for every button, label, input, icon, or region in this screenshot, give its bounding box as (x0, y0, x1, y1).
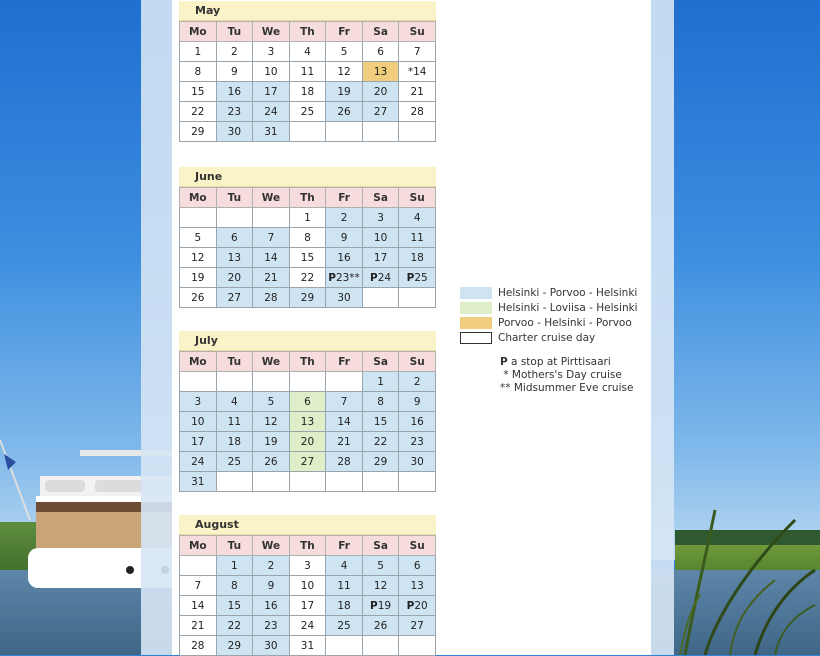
day-cell (216, 208, 253, 228)
week-row (180, 616, 436, 636)
day-cell: *14 (399, 62, 436, 82)
day-cell: 17 (253, 82, 290, 102)
day-cell: 18 (289, 82, 326, 102)
month-title: June (179, 167, 436, 187)
day-cell: 26 (326, 102, 363, 122)
weekday-header: We (253, 536, 290, 556)
week-row (180, 432, 436, 452)
day-cell: 15 (180, 82, 217, 102)
weekday-header: Tu (216, 352, 253, 372)
day-cell: 4 (399, 208, 436, 228)
week-row (180, 208, 436, 228)
day-cell: 5 (180, 228, 217, 248)
notes (500, 356, 633, 395)
day-cell: 11 (289, 62, 326, 82)
legend-swatch (460, 302, 492, 314)
day-cell: 22 (216, 616, 253, 636)
weekday-header: Th (289, 188, 326, 208)
day-cell: 16 (326, 248, 363, 268)
day-cell: 4 (289, 42, 326, 62)
weekday-header: We (253, 22, 290, 42)
day-cell (399, 288, 436, 308)
weekday-header: Su (399, 352, 436, 372)
day-cell (362, 636, 399, 656)
day-cell: 29 (289, 288, 326, 308)
footnote-text: a stop at Pirttisaari (507, 356, 611, 368)
day-cell: 9 (216, 62, 253, 82)
day-cell: 12 (180, 248, 217, 268)
day-cell (253, 472, 290, 492)
day-cell: 30 (253, 636, 290, 656)
day-cell (326, 636, 363, 656)
day-cell: 10 (180, 412, 217, 432)
day-cell: 15 (362, 412, 399, 432)
legend-swatch (460, 317, 492, 329)
legend-swatch (460, 332, 492, 344)
day-cell: 14 (326, 412, 363, 432)
week-row (180, 372, 436, 392)
day-cell: 28 (180, 636, 217, 656)
day-cell: 10 (362, 228, 399, 248)
weekday-header-row (180, 352, 436, 372)
day-cell: 24 (253, 102, 290, 122)
weekday-header: Fr (326, 22, 363, 42)
day-cell: 23 (216, 102, 253, 122)
footnote (500, 356, 633, 369)
weekday-header: Su (399, 22, 436, 42)
calendar-table (179, 535, 436, 656)
day-cell: 8 (362, 392, 399, 412)
weekday-header: Tu (216, 536, 253, 556)
day-cell: 20 (216, 268, 253, 288)
weekday-header: Tu (216, 188, 253, 208)
day-cell: 7 (326, 392, 363, 412)
day-cell: 16 (399, 412, 436, 432)
day-cell: 31 (289, 636, 326, 656)
legend-label: Porvoo - Helsinki - Porvoo (498, 316, 632, 329)
weekday-header: Su (399, 536, 436, 556)
weekday-header: Tu (216, 22, 253, 42)
day-cell: 29 (362, 452, 399, 472)
day-cell: 13 (362, 62, 399, 82)
weekday-header: Su (399, 188, 436, 208)
day-cell: 26 (180, 288, 217, 308)
week-row (180, 576, 436, 596)
day-cell: 10 (289, 576, 326, 596)
day-cell: 1 (180, 42, 217, 62)
day-cell (216, 372, 253, 392)
day-cell: 6 (216, 228, 253, 248)
day-cell: 31 (180, 472, 217, 492)
month-may (179, 1, 436, 142)
day-cell: 2 (253, 556, 290, 576)
day-cell: 22 (289, 268, 326, 288)
calendar-table (179, 187, 436, 308)
footnote-prefix: P (500, 356, 508, 368)
day-cell: 6 (399, 556, 436, 576)
legend-item (460, 285, 660, 300)
day-cell: 1 (216, 556, 253, 576)
day-cell: 17 (362, 248, 399, 268)
week-row (180, 392, 436, 412)
day-cell: 30 (216, 122, 253, 142)
day-cell: 29 (216, 636, 253, 656)
day-cell: 13 (399, 576, 436, 596)
day-cell (216, 472, 253, 492)
day-cell: 13 (289, 412, 326, 432)
month-june (179, 167, 436, 308)
legend-label: Helsinki - Loviisa - Helsinki (498, 301, 638, 314)
day-cell (289, 372, 326, 392)
weekday-header: Mo (180, 352, 217, 372)
week-row (180, 556, 436, 576)
day-cell: 7 (180, 576, 217, 596)
day-cell: 16 (253, 596, 290, 616)
day-cell: 10 (253, 62, 290, 82)
day-cell: 24 (180, 452, 217, 472)
day-cell: 9 (399, 392, 436, 412)
day-cell: 30 (399, 452, 436, 472)
week-row (180, 412, 436, 432)
legend (460, 285, 660, 345)
day-cell: 18 (216, 432, 253, 452)
weekday-header-row (180, 536, 436, 556)
day-cell: 25 (326, 616, 363, 636)
reeds-image (675, 500, 820, 655)
day-cell: 5 (362, 556, 399, 576)
week-row (180, 288, 436, 308)
weekday-header: Th (289, 22, 326, 42)
day-cell (289, 472, 326, 492)
day-cell: 11 (216, 412, 253, 432)
day-cell: 8 (289, 228, 326, 248)
calendar-table (179, 21, 436, 142)
day-cell (326, 122, 363, 142)
day-cell: 7 (253, 228, 290, 248)
day-cell: 1 (362, 372, 399, 392)
month-july (179, 331, 436, 492)
day-cell: 31 (253, 122, 290, 142)
day-cell: 27 (216, 288, 253, 308)
week-row (180, 636, 436, 656)
weekday-header-row (180, 188, 436, 208)
day-cell: 3 (180, 392, 217, 412)
month-august (179, 515, 436, 656)
month-title: July (179, 331, 436, 351)
weekday-header: Th (289, 536, 326, 556)
day-cell: 28 (399, 102, 436, 122)
day-cell: 21 (253, 268, 290, 288)
weekday-header: Mo (180, 22, 217, 42)
weekday-header: Sa (362, 188, 399, 208)
day-cell: 22 (180, 102, 217, 122)
footnote-text: ** Midsummer Eve cruise (500, 382, 634, 394)
day-cell: 20 (289, 432, 326, 452)
day-cell: 6 (289, 392, 326, 412)
weekday-header: We (253, 352, 290, 372)
day-cell (326, 372, 363, 392)
day-cell: 23 (399, 432, 436, 452)
day-cell (399, 122, 436, 142)
day-cell (180, 208, 217, 228)
day-cell: 21 (326, 432, 363, 452)
day-cell: 2 (216, 42, 253, 62)
day-cell: 26 (253, 452, 290, 472)
legend-item (460, 330, 660, 345)
day-cell: 18 (326, 596, 363, 616)
day-cell: 12 (362, 576, 399, 596)
weekday-header: Th (289, 352, 326, 372)
day-cell: 28 (253, 288, 290, 308)
week-row (180, 102, 436, 122)
day-cell: 14 (180, 596, 217, 616)
week-row (180, 452, 436, 472)
day-cell (399, 636, 436, 656)
week-row (180, 248, 436, 268)
legend-label: Helsinki - Porvoo - Helsinki (498, 286, 638, 299)
week-row (180, 122, 436, 142)
footnote-text: * Mothers's Day cruise (500, 369, 622, 381)
day-cell: 20 (362, 82, 399, 102)
day-cell (253, 208, 290, 228)
weekday-header: Fr (326, 352, 363, 372)
week-row (180, 472, 436, 492)
week-row (180, 228, 436, 248)
day-cell: 3 (289, 556, 326, 576)
weekday-header: We (253, 188, 290, 208)
legend-label: Charter cruise day (498, 331, 596, 344)
day-cell (180, 372, 217, 392)
day-cell (362, 288, 399, 308)
day-cell: 19 (180, 268, 217, 288)
day-cell: 9 (326, 228, 363, 248)
weekday-header: Fr (326, 536, 363, 556)
day-cell: 26 (362, 616, 399, 636)
day-cell: 8 (180, 62, 217, 82)
day-cell: 4 (216, 392, 253, 412)
day-cell (180, 556, 217, 576)
day-cell: 19 (253, 432, 290, 452)
day-cell: 5 (253, 392, 290, 412)
day-cell: 7 (399, 42, 436, 62)
day-cell: 27 (289, 452, 326, 472)
day-cell: 25 (289, 102, 326, 122)
day-cell: 12 (253, 412, 290, 432)
day-cell: 28 (326, 452, 363, 472)
day-cell: 1 (289, 208, 326, 228)
day-cell: 4 (326, 556, 363, 576)
day-cell (253, 372, 290, 392)
day-cell: 13 (216, 248, 253, 268)
day-cell: 2 (326, 208, 363, 228)
weekday-header: Sa (362, 22, 399, 42)
day-cell: 24 (289, 616, 326, 636)
legend-swatch (460, 287, 492, 299)
day-cell: 14 (253, 248, 290, 268)
day-cell: 16 (216, 82, 253, 102)
day-cell: P25 (399, 268, 436, 288)
day-cell: 11 (326, 576, 363, 596)
calendar-table (179, 351, 436, 492)
week-row (180, 596, 436, 616)
weekday-header-row (180, 22, 436, 42)
day-cell: 11 (399, 228, 436, 248)
footnote (500, 382, 633, 395)
day-cell: 12 (326, 62, 363, 82)
week-row (180, 268, 436, 288)
legend-item (460, 315, 660, 330)
day-cell: 27 (399, 616, 436, 636)
week-row (180, 82, 436, 102)
weekday-header: Sa (362, 352, 399, 372)
day-cell: 21 (399, 82, 436, 102)
day-cell (362, 472, 399, 492)
week-row (180, 62, 436, 82)
day-cell: 18 (399, 248, 436, 268)
day-cell: 8 (216, 576, 253, 596)
weekday-header: Sa (362, 536, 399, 556)
weekday-header: Fr (326, 188, 363, 208)
day-cell: P19 (362, 596, 399, 616)
week-row (180, 42, 436, 62)
day-cell: 23 (253, 616, 290, 636)
day-cell (399, 472, 436, 492)
month-title: May (179, 1, 436, 21)
day-cell (362, 122, 399, 142)
day-cell: 19 (326, 82, 363, 102)
day-cell: 3 (253, 42, 290, 62)
weekday-header: Mo (180, 536, 217, 556)
day-cell (326, 472, 363, 492)
day-cell: 2 (399, 372, 436, 392)
day-cell: P24 (362, 268, 399, 288)
day-cell: 22 (362, 432, 399, 452)
day-cell: 9 (253, 576, 290, 596)
month-title: August (179, 515, 436, 535)
day-cell: P23** (326, 268, 363, 288)
day-cell: 6 (362, 42, 399, 62)
day-cell: 15 (289, 248, 326, 268)
day-cell: 17 (289, 596, 326, 616)
legend-item (460, 300, 660, 315)
footnote (500, 369, 633, 382)
day-cell: 17 (180, 432, 217, 452)
weekday-header: Mo (180, 188, 217, 208)
day-cell: P20 (399, 596, 436, 616)
day-cell: 3 (362, 208, 399, 228)
day-cell: 30 (326, 288, 363, 308)
day-cell: 21 (180, 616, 217, 636)
day-cell: 27 (362, 102, 399, 122)
day-cell (289, 122, 326, 142)
day-cell: 5 (326, 42, 363, 62)
day-cell: 15 (216, 596, 253, 616)
day-cell: 25 (216, 452, 253, 472)
day-cell: 29 (180, 122, 217, 142)
